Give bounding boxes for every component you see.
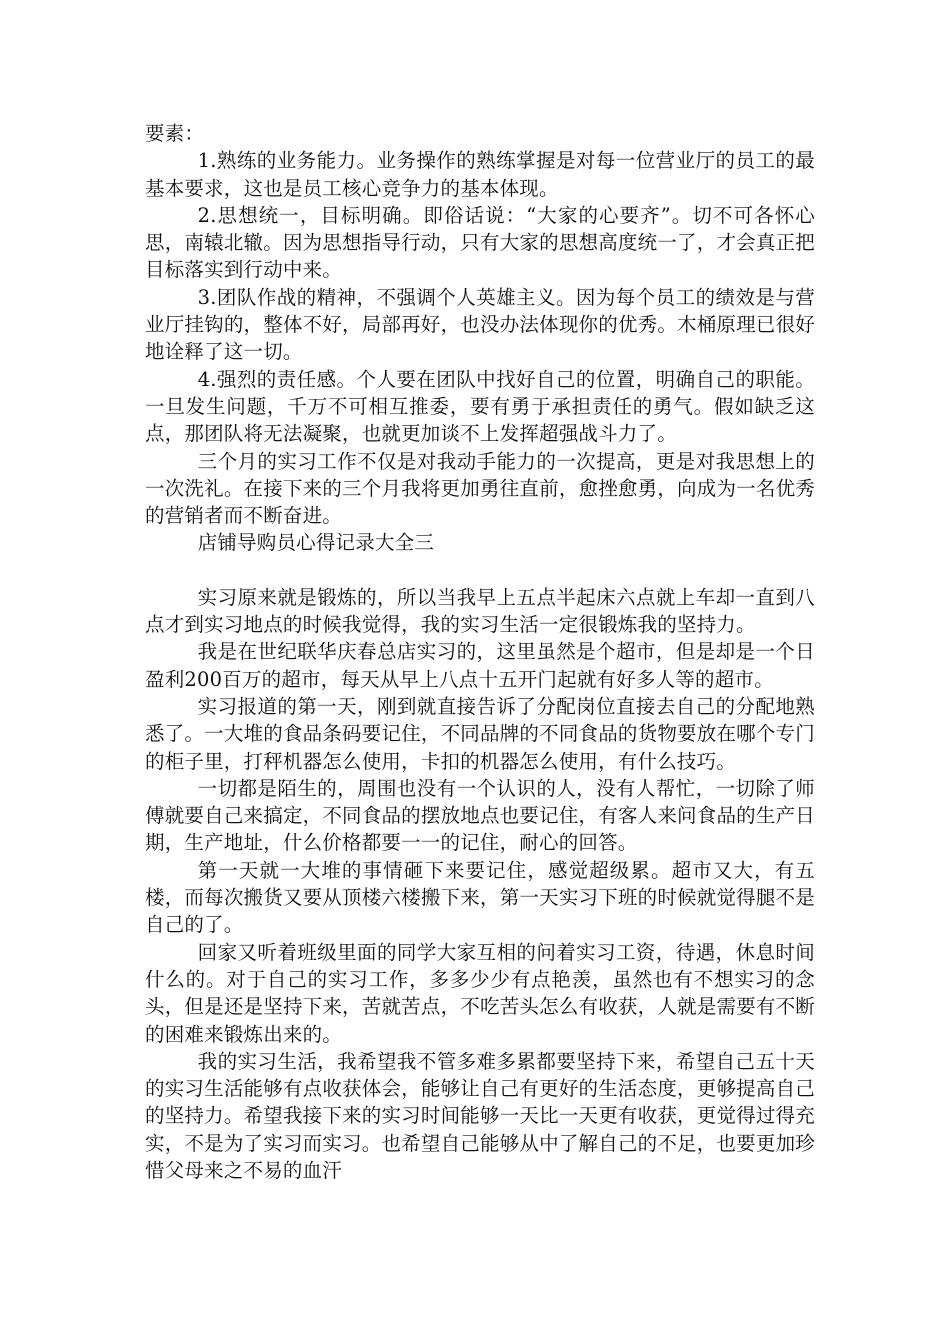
body-paragraph-7: 我的实习生活，我希望我不管多难多累都要坚持下来，希望自己五十天的实习生活能够有点收获体会，能够让自己有更好的生活态度，更够提高自己的坚持力。希望我接下来的实习时间能够一天比一天更有收获，更觉得过得充实，不是为了实习而实习。也希望自己能够从中了解自己的不足，也要更加珍惜父母来之不易的血汗: [145, 1049, 815, 1182]
body-paragraph-3: 实习报道的第一天，刚到就直接告诉了分配岗位直接去自己的分配地熟悉了。一大堆的食品条码要记住，不同品牌的不同食品的货物要放在哪个专门的柜子里，打秤机器怎么使用，卡扣的机器怎么使用，有什么技巧。: [145, 694, 815, 773]
item-paragraph-1: 1.熟练的业务能力。业务操作的熟练掌握是对每一位营业厅的员工的最基本要求，这也是员工核心竞争力的基本体现。: [145, 149, 815, 200]
document-page: [145, 120, 815, 1184]
body-paragraph-1: 实习原来就是锻炼的，所以当我早上五点半起床六点就上车却一直到八点才到实习地点的时候我觉得，我的实习生活一定很锻炼我的坚持力。: [145, 585, 815, 637]
section-title: 店铺导购员心得记录大全三: [197, 531, 435, 555]
body-paragraph-4: 一切都是陌生的，周围也没有一个认识的人，没有人帮忙，一切除了师傅就要自己来搞定，不同食品的摆放地点也要记住，有客人来问食品的生产日期，生产地址，什么价格都要一一的记住，耐心的回答。: [145, 776, 815, 855]
body-paragraph-6: 回家又听着班级里面的同学大家互相的问着实习工资，待遇，休息时间什么的。对于自己的实习工作，多多少少有点艳羡，虽然也有不想实习的念头，但是还是坚持下来，苦就苦点，不吃苦头怎么有收获，人就是需要有不断的困难来锻炼出来的。: [145, 940, 815, 1046]
body-paragraph-5: 第一天就一大堆的事情砸下来要记住，感觉超级累。超市又大，有五楼，而每次搬货又要从顶楼六楼搬下来，第一天实习下班的时候就觉得腿不是自己的了。: [145, 858, 815, 937]
blank-line: [145, 557, 815, 584]
closing-paragraph: 三个月的实习工作不仅是对我动手能力的一次提高，更是对我思想上的一次洗礼。在接下来的三个月我将更加勇往直前，愈挫愈勇，向成为一名优秀的营销者而不断奋进。: [145, 449, 815, 528]
body-paragraph-2: 我是在世纪联华庆春总店实习的，这里虽然是个超市，但是却是一个日盈利200百万的超市，每天从早上八点十五开门起就有好多人等的超市。: [145, 640, 815, 691]
item-paragraph-3: 3.团队作战的精神，不强调个人英雄主义。因为每个员工的绩效是与营业厅挂钩的，整体不好，局部再好，也没办法体现你的优秀。木桶原理已很好地诠释了这一切。: [145, 285, 815, 364]
item-paragraph-2: 2.思想统一，目标明确。即俗话说：“大家的心要齐”。切不可各怀心思，南辕北辙。因为思想指导行动，只有大家的思想高度统一了，才会真正把目标落实到行动中来。: [145, 203, 815, 282]
item-paragraph-4: 4.强烈的责任感。个人要在团队中找好自己的位置，明确自己的职能。一旦发生问题，千万不可相互推委，要有勇于承担责任的勇气。假如缺乏这点，那团队将无法凝聚，也就更加谈不上发挥超强战斗力了。: [145, 367, 815, 446]
intro-line: 要素：: [145, 122, 205, 145]
